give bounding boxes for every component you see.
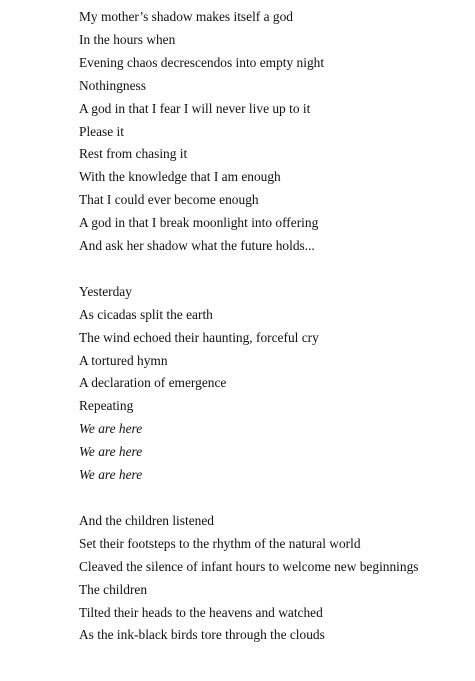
poem-line: Rest from chasing it (79, 146, 188, 162)
poem-line: And the children listened (79, 512, 214, 528)
poem-line: Cleaved the silence of infant hours to welcome new beginnings (79, 558, 419, 574)
poem-line: Repeating (79, 398, 134, 414)
poem-line: The wind echoed their haunting, forceful cry (79, 329, 319, 345)
stanza-3 (79, 510, 469, 647)
stanza-break (79, 487, 469, 510)
poem-line: Evening chaos decrescendos into empty night (79, 54, 325, 70)
stanza-2 (79, 281, 469, 487)
poem-line-italic: We are here (79, 421, 143, 437)
poem-line: The children (79, 581, 148, 597)
poem-line-italic: We are here (79, 444, 143, 460)
poem-body (79, 6, 469, 647)
poem-line: My mother’s shadow makes itself a god (79, 9, 293, 24)
stanza-break (79, 258, 469, 281)
poem-line: With the knowledge that I am enough (79, 169, 281, 185)
stanza-1 (79, 6, 469, 258)
poem-line: That I could ever become enough (79, 192, 259, 208)
poem-line: Yesterday (79, 283, 132, 299)
poem-line: Tilted their heads to the heavens and watched (79, 604, 323, 620)
poem-line: A god in that I fear I will never live up to it (79, 100, 311, 116)
poem-line: A tortured hymn (79, 352, 168, 368)
poem-line-italic: We are here (79, 467, 143, 483)
poem-line: Set their footsteps to the rhythm of the natural world (79, 535, 361, 551)
poem-line: A god in that I break moonlight into offering (79, 215, 319, 231)
poem-line: In the hours when (79, 31, 176, 47)
poem-line: Please it (79, 123, 124, 139)
poem-line: And ask her shadow what the future holds... (79, 238, 315, 254)
poem-line: As cicadas split the earth (79, 306, 213, 322)
poem-line: A declaration of emergence (79, 375, 227, 391)
poem-line: Nothingness (79, 77, 146, 93)
poem-line: As the ink-black birds tore through the clouds (79, 627, 325, 643)
